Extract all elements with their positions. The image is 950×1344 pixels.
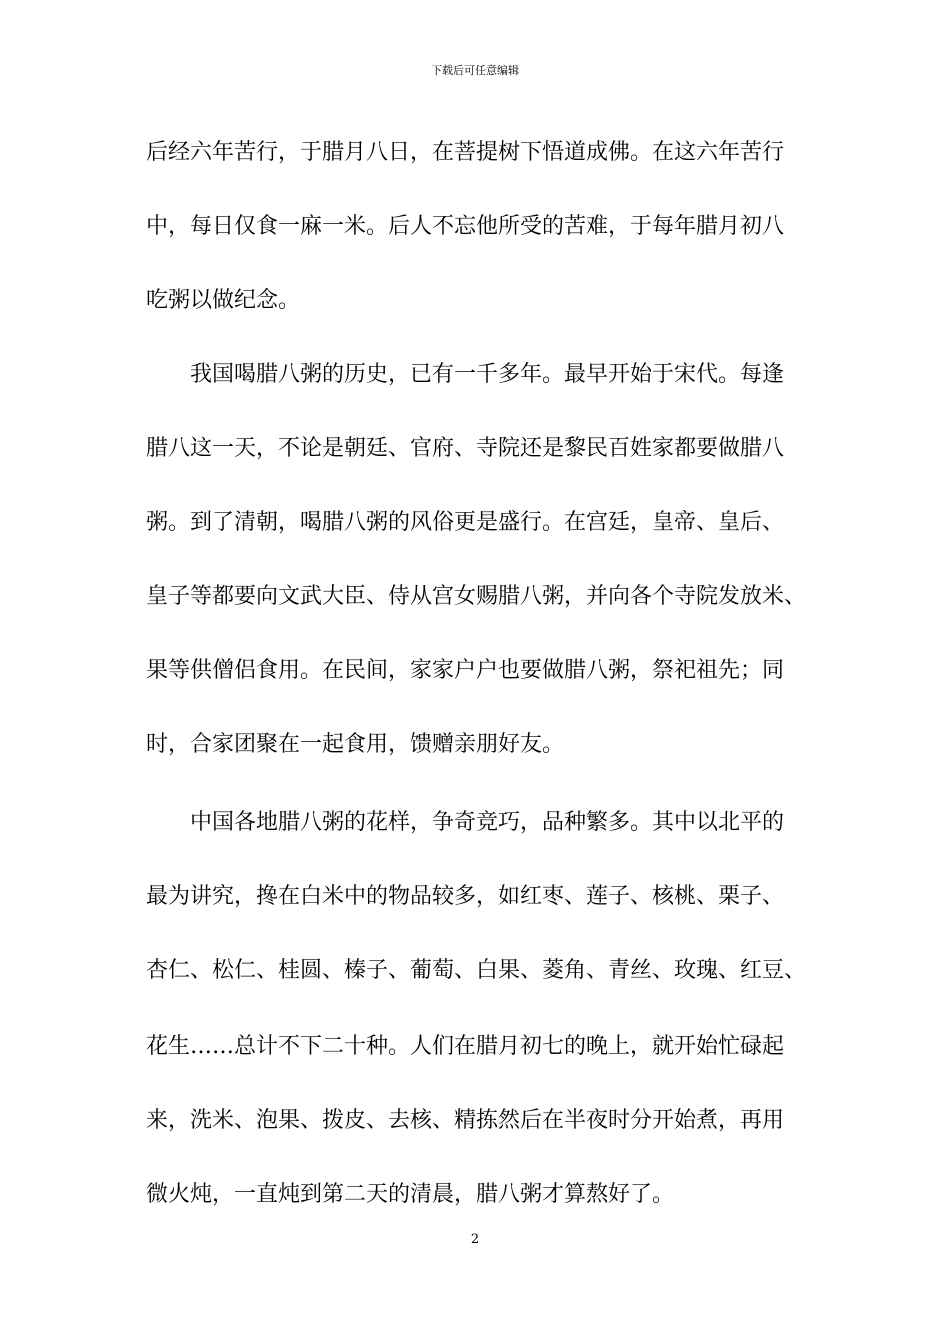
text-line: 腊八这一天，不论是朝廷、官府、寺院还是黎民百姓家都要做腊八 <box>146 436 785 461</box>
text-line: 最为讲究，搀在白米中的物品较多，如红枣、莲子、核桃、栗子、 <box>146 884 785 909</box>
text-line: 果等供僧侣食用。在民间，家家户户也要做腊八粥，祭祀祖先；同 <box>146 658 785 683</box>
text-line: 杏仁、松仁、桂圆、榛子、葡萄、白果、菱角、青丝、玫瑰、红豆、 <box>146 958 807 983</box>
text-line: 中，每日仅食一麻一米。后人不忘他所受的苦难，于每年腊月初八 <box>146 214 785 239</box>
text-line: 微火炖，一直炖到第二天的清晨，腊八粥才算熬好了。 <box>146 1182 675 1207</box>
text-line: 吃粥以做纪念。 <box>146 288 301 313</box>
text-line: 皇子等都要向文武大臣、侍从宫女赐腊八粥，并向各个寺院发放米、 <box>146 584 807 609</box>
text-line: 我国喝腊八粥的历史，已有一千多年。最早开始于宋代。每逢 <box>146 362 785 387</box>
text-line: 粥。到了清朝，喝腊八粥的风俗更是盛行。在宫廷，皇帝、皇后、 <box>146 510 785 535</box>
page-header: 下载后可任意编辑 <box>431 64 519 77</box>
text-line: 时，合家团聚在一起食用，馈赠亲朋好友。 <box>146 732 565 757</box>
text-line: 来，洗米、泡果、拨皮、去核、精拣然后在半夜时分开始煮，再用 <box>146 1108 785 1133</box>
text-line: 后经六年苦行，于腊月八日，在菩提树下悟道成佛。在这六年苦行 <box>146 140 785 165</box>
page-number: 2 <box>470 1232 480 1247</box>
text-line: 花生……总计不下二十种。人们在腊月初七的晚上，就开始忙碌起 <box>146 1034 785 1059</box>
text-line: 中国各地腊八粥的花样，争奇竞巧，品种繁多。其中以北平的 <box>146 810 785 835</box>
